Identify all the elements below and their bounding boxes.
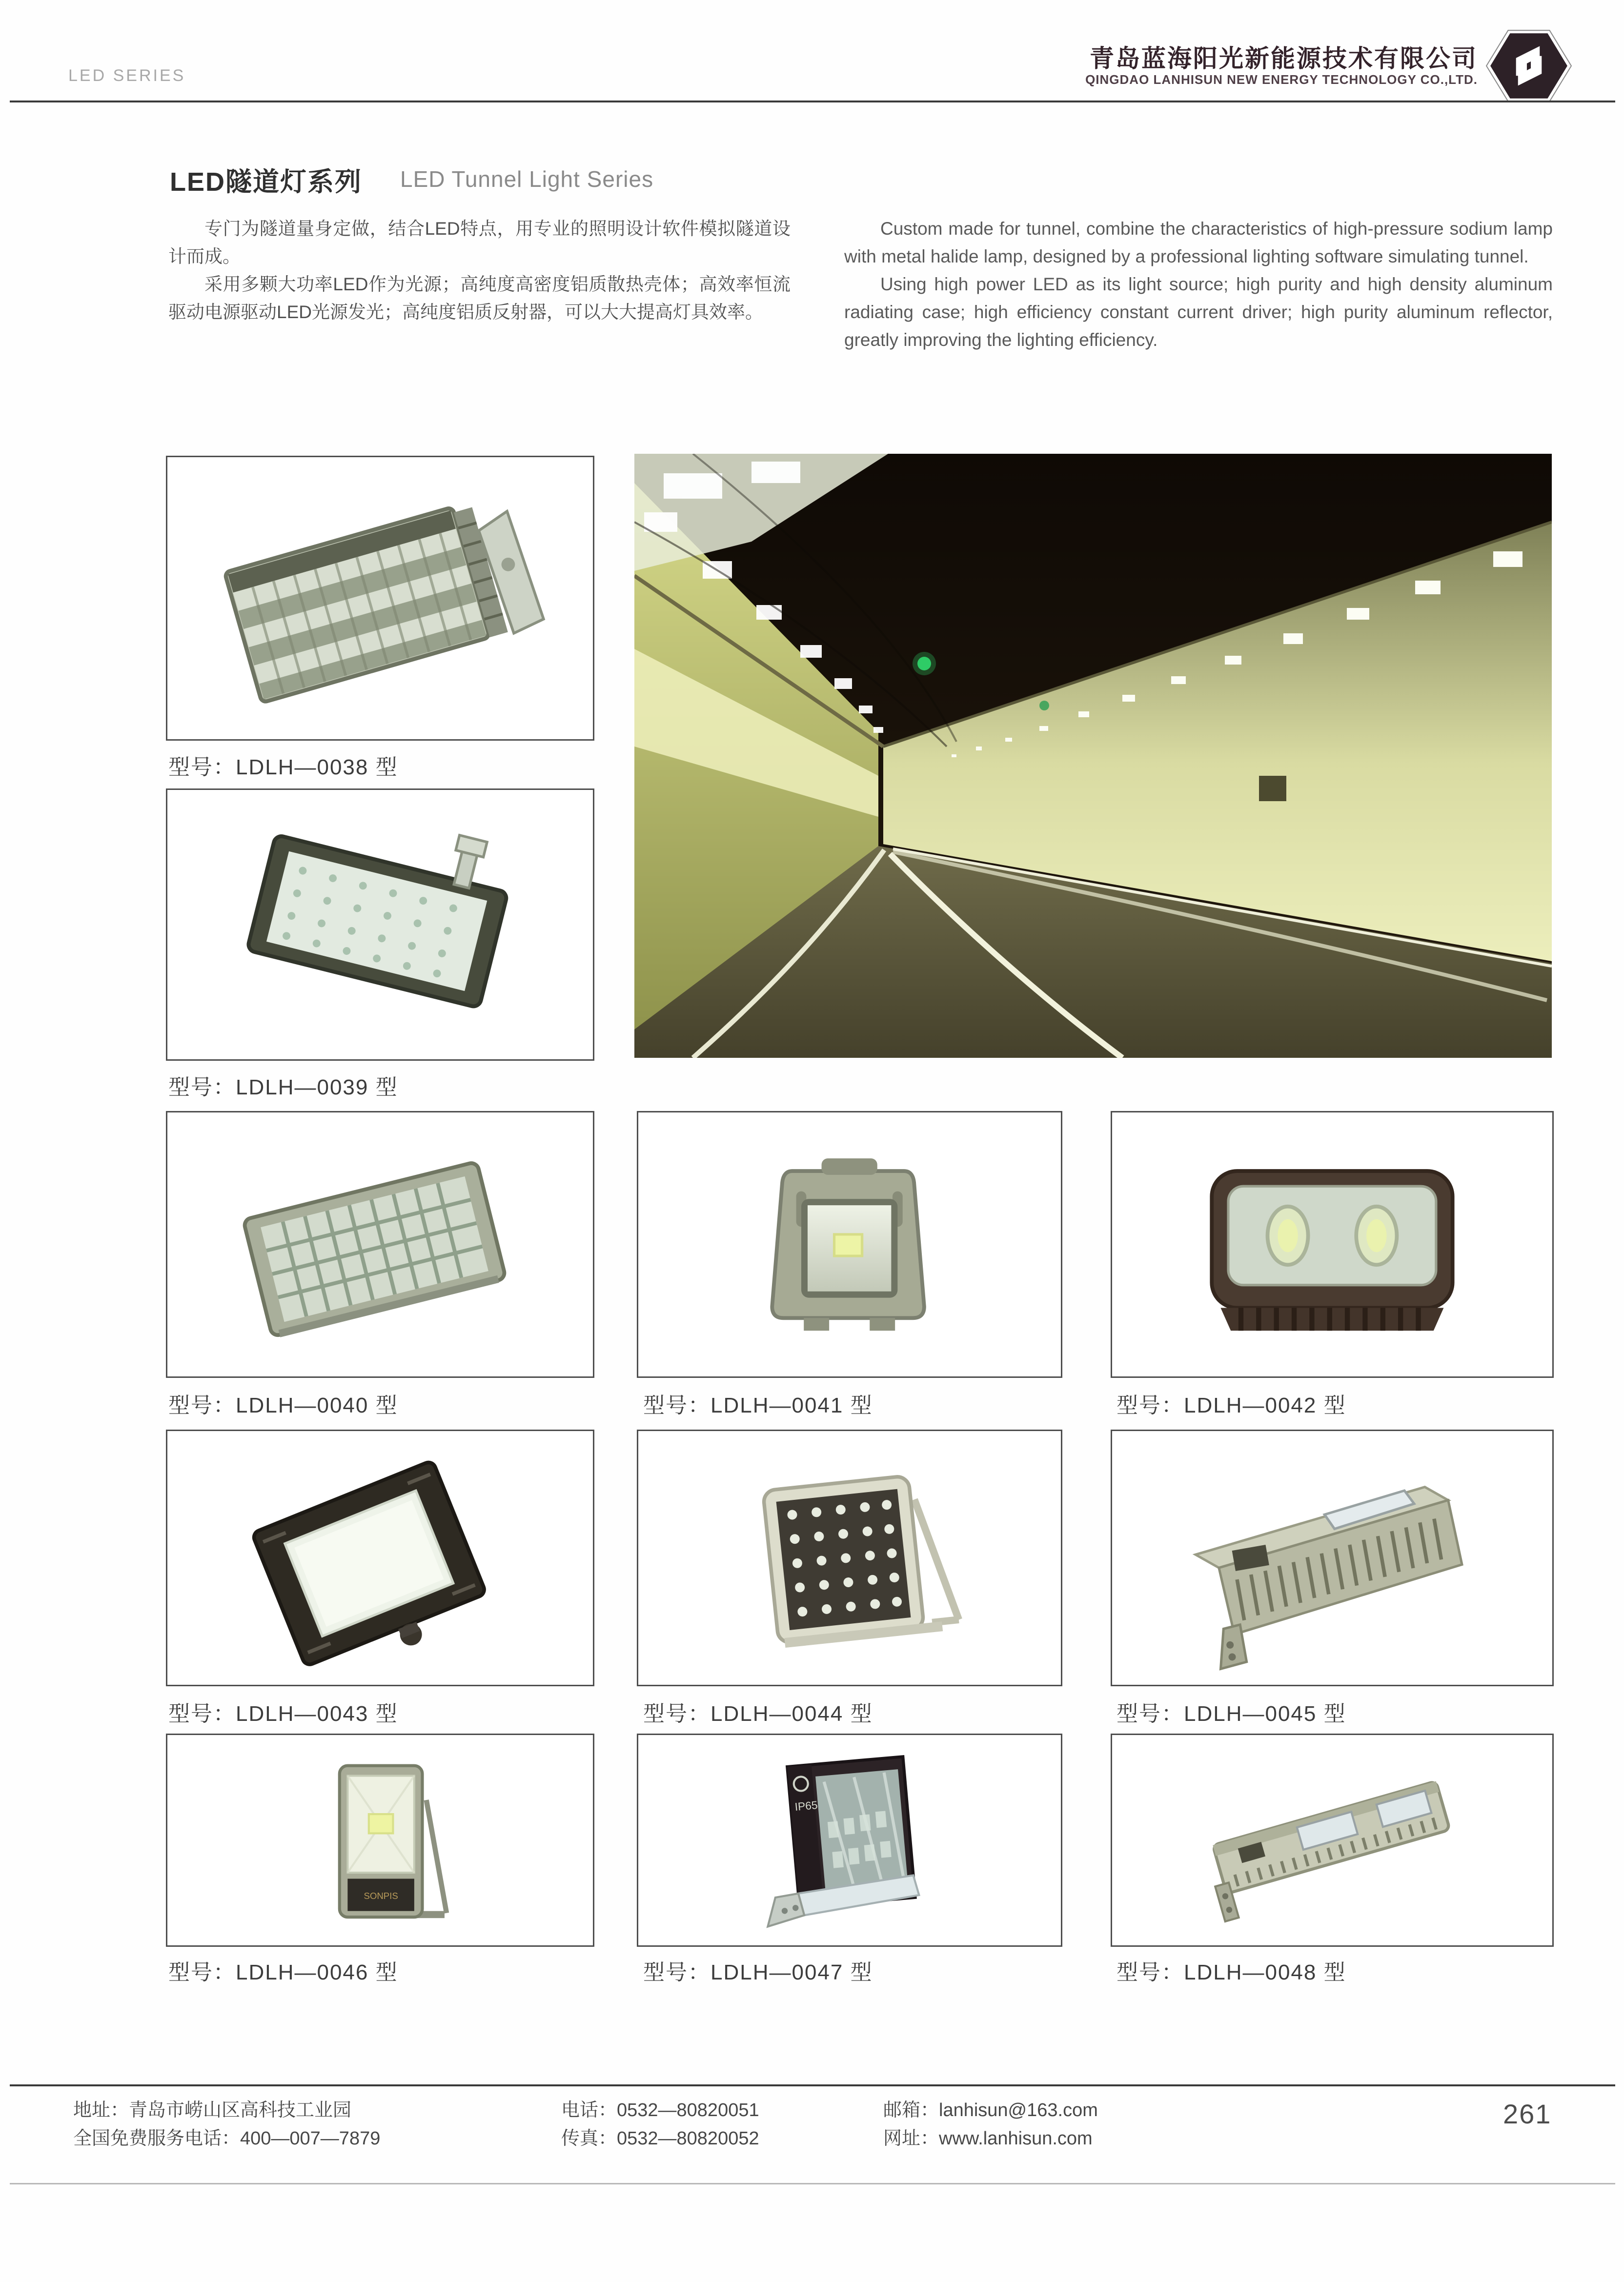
product-image-ldlh-0044 xyxy=(647,1436,1052,1679)
product-box-ldlh-0044 xyxy=(637,1430,1062,1686)
intro-cn-p1: 专门为隧道量身定做，结合LED特点，用专业的照明设计软件模拟隧道设计而成。 xyxy=(168,219,791,266)
footer-tel: 电话：0532—80820051 xyxy=(561,2100,759,2120)
product-image-ldlh-0040 xyxy=(176,1118,584,1371)
intro-chinese xyxy=(168,215,791,326)
product-image-ldlh-0043 xyxy=(176,1436,584,1679)
series-label: LED SERIES xyxy=(68,66,186,85)
footer-email: 邮箱：lanhisun@163.com xyxy=(883,2100,1098,2120)
footer-website: 网址：www.lanhisun.com xyxy=(883,2128,1093,2149)
product-box-ldlh-0040 xyxy=(166,1111,594,1378)
company-name-cn: 青岛蓝海阳光新能源技术有限公司 xyxy=(1090,45,1478,72)
product-box-ldlh-0045 xyxy=(1111,1430,1554,1686)
footer-phone-block xyxy=(561,2096,759,2153)
product-label-ldlh-0043: 型号：LDLH—0043 型 xyxy=(168,1702,398,1726)
footer-fax: 传真：0532—80820052 xyxy=(561,2128,759,2149)
product-box-ldlh-0038 xyxy=(166,456,594,741)
intro-english xyxy=(844,215,1553,354)
company-logo-icon xyxy=(1485,28,1572,103)
product-label-ldlh-0045: 型号：LDLH—0045 型 xyxy=(1116,1702,1346,1726)
product-box-ldlh-0047 xyxy=(637,1734,1062,1947)
product-box-ldlh-0042 xyxy=(1111,1111,1554,1378)
product-image-ldlh-0038 xyxy=(176,463,584,734)
company-name-en: QINGDAO LANHISUN NEW ENERGY TECHNOLOGY CO.,LTD. xyxy=(1085,72,1478,87)
footer-divider-top xyxy=(10,2084,1615,2086)
intro-cn-p2: 采用多颗大功率LED作为光源；高纯度高密度铝质散热壳体；高效率恒流驱动电源驱动LED光源发光；高纯度铝质反射器，可以大大提高灯具效率。 xyxy=(168,274,791,322)
product-label-ldlh-0042: 型号：LDLH—0042 型 xyxy=(1116,1393,1346,1417)
tunnel-photo xyxy=(634,454,1552,1058)
intro-en-p1: Custom made for tunnel, combine the characteristics of high-pressure sodium lamp with metal halide lamp, designed by a professional lighting software simulating tunnel. xyxy=(844,219,1553,266)
product-label-ldlh-0041: 型号：LDLH—0041 型 xyxy=(643,1393,873,1417)
page-title-en: LED Tunnel Light Series xyxy=(400,166,654,192)
product-box-ldlh-0043 xyxy=(166,1430,594,1686)
product-box-ldlh-0048 xyxy=(1111,1734,1554,1947)
product-label-ldlh-0046: 型号：LDLH—0046 型 xyxy=(168,1960,398,1984)
product-image-ldlh-0042 xyxy=(1121,1118,1543,1371)
product-box-ldlh-0039 xyxy=(166,788,594,1061)
product-label-ldlh-0044: 型号：LDLH—0044 型 xyxy=(643,1702,873,1726)
product-image-ldlh-0046 xyxy=(176,1739,584,1941)
footer-divider-bottom xyxy=(10,2183,1615,2184)
product-label-ldlh-0048: 型号：LDLH—0048 型 xyxy=(1116,1960,1346,1984)
footer-hotline: 全国免费服务电话：400—007—7879 xyxy=(73,2128,381,2149)
footer-address: 地址：青岛市崂山区高科技工业园 xyxy=(73,2100,352,2120)
product-image-ldlh-0041 xyxy=(647,1118,1052,1371)
header-divider xyxy=(10,101,1615,102)
product-box-ldlh-0041 xyxy=(637,1111,1062,1378)
footer-address-block xyxy=(73,2096,380,2153)
intro-en-p2: Using high power LED as its light source; high purity and high density aluminum radiating case; high efficiency constant current driver; high purity aluminum reflector, greatly improving the lighting efficiency. xyxy=(844,274,1553,350)
page-title-cn: LED隧道灯系列 xyxy=(170,167,362,197)
product-label-ldlh-0040: 型号：LDLH—0040 型 xyxy=(168,1393,398,1417)
product-image-ldlh-0045 xyxy=(1121,1436,1543,1679)
product-label-ldlh-0038: 型号：LDLH—0038 型 xyxy=(168,755,398,779)
product-image-ldlh-0048 xyxy=(1121,1739,1543,1941)
product-brand-text: SONPIS xyxy=(364,1890,399,1901)
product-label-ldlh-0039: 型号：LDLH—0039 型 xyxy=(168,1075,398,1099)
product-image-ldlh-0039 xyxy=(176,795,584,1054)
product-image-ldlh-0047 xyxy=(647,1739,1052,1941)
product-label-ldlh-0047: 型号：LDLH—0047 型 xyxy=(643,1960,873,1984)
product-ip-rating-text: IP65 xyxy=(794,1798,818,1813)
footer-web-block xyxy=(883,2096,1098,2153)
product-box-ldlh-0046 xyxy=(166,1734,594,1947)
page-number: 261 xyxy=(1503,2099,1552,2129)
